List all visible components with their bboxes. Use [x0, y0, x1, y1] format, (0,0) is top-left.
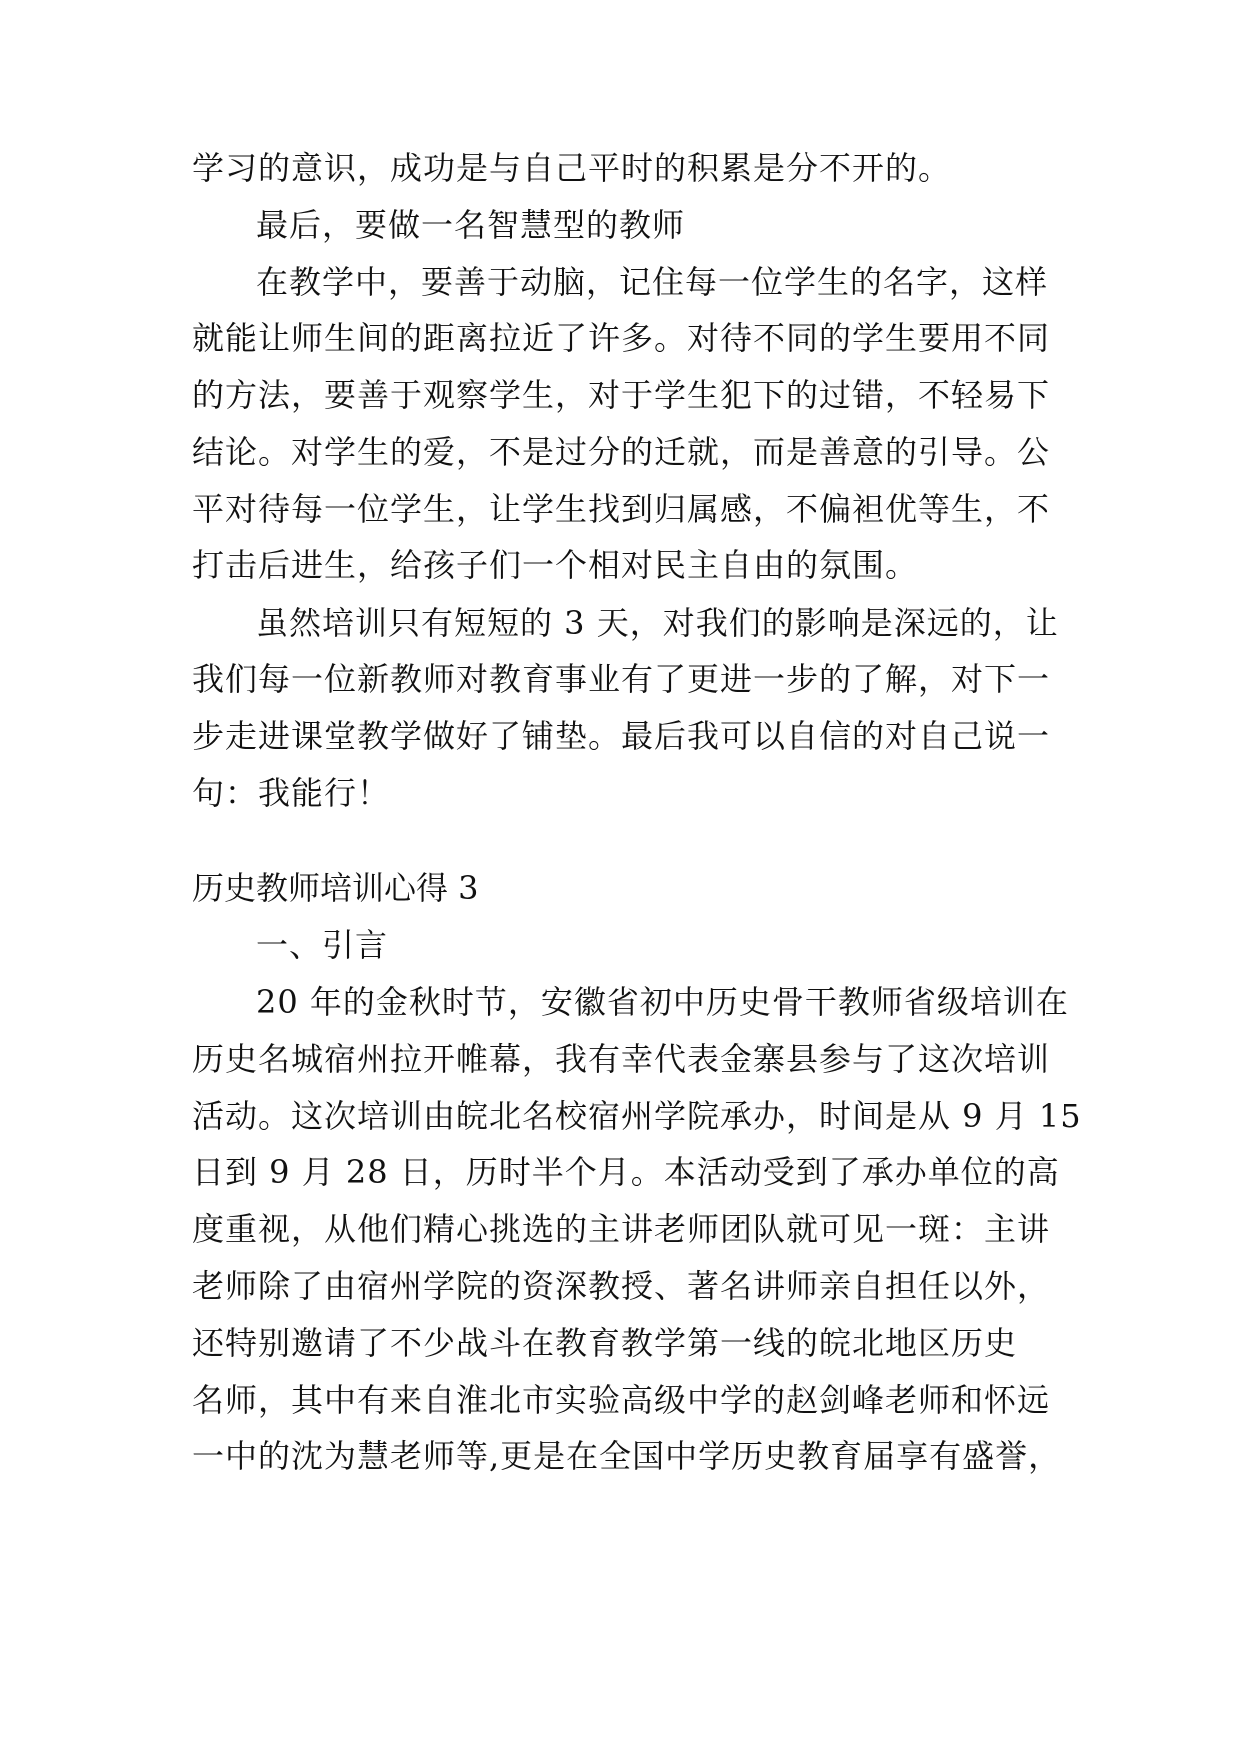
paragraph-line: 在教学中，要善于动脑，记住每一位学生的名字，这样 [256, 263, 1049, 301]
paragraph-line: 学习的意识，成功是与自己平时的积累是分不开的。 [192, 149, 952, 187]
paragraph-line: 日到 9 月 28 日，历时半个月。本活动受到了承办单位的高 [192, 1153, 1060, 1191]
paragraph-line: 20 年的金秋时节，安徽省初中历史骨干教师省级培训在 [256, 983, 1069, 1021]
paragraph-line: 度重视，从他们精心挑选的主讲老师团队就可见一斑：主讲 [192, 1210, 1051, 1248]
paragraph-line: 名师，其中有来自淮北市实验高级中学的赵剑峰老师和怀远 [192, 1381, 1051, 1419]
paragraph-line: 一中的沈为慧老师等,更是在全国中学历史教育届享有盛誉， [192, 1437, 1062, 1475]
paragraph-line: 就能让师生间的距离拉近了许多。对待不同的学生要用不同 [192, 319, 1051, 357]
paragraph-line: 还特别邀请了不少战斗在教育教学第一线的皖北地区历史 [192, 1324, 1018, 1362]
article-title: 历史教师培训心得 3 [192, 869, 479, 907]
paragraph-line: 句：我能行！ [192, 774, 391, 812]
paragraph-line: 历史名城宿州拉开帷幕，我有幸代表金寨县参与了这次培训 [192, 1040, 1051, 1078]
paragraph-line: 虽然培训只有短短的 3 天，对我们的影响是深远的，让 [256, 604, 1059, 642]
paragraph-line: 我们每一位新教师对教育事业有了更进一步的了解，对下一 [192, 660, 1051, 698]
paragraph-line: 平对待每一位学生，让学生找到归属感，不偏袒优等生，不 [192, 490, 1051, 528]
section-heading: 一、引言 [256, 926, 389, 964]
paragraph-line: 老师除了由宿州学院的资深教授、著名讲师亲自担任以外， [192, 1267, 1051, 1305]
paragraph-line: 的方法，要善于观察学生，对于学生犯下的过错，不轻易下 [192, 376, 1051, 414]
paragraph-line: 活动。这次培训由皖北名校宿州学院承办，时间是从 9 月 15 [192, 1097, 1082, 1135]
paragraph-line: 打击后进生，给孩子们一个相对民主自由的氛围。 [192, 546, 919, 584]
paragraph-line: 结论。对学生的爱，不是过分的迁就，而是善意的引导。公 [192, 433, 1051, 471]
paragraph-line: 步走进课堂教学做好了铺垫。最后我可以自信的对自己说一 [192, 717, 1051, 755]
section-heading: 最后，要做一名智慧型的教师 [256, 206, 686, 244]
